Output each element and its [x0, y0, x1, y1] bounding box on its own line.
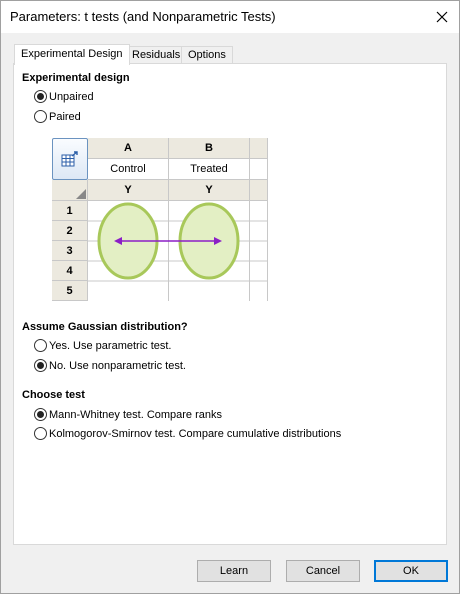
corner-triangle-icon	[53, 181, 87, 200]
radio-selected-dot	[37, 362, 44, 369]
ok-button[interactable]: OK	[374, 560, 448, 582]
radio-circle	[34, 408, 47, 421]
radio-circle	[34, 110, 47, 123]
gaussian-heading: Assume Gaussian distribution?	[22, 321, 188, 333]
radio-label: No. Use nonparametric test.	[49, 359, 186, 372]
radio-kolmogorov-smirnov[interactable]	[34, 427, 341, 440]
radio-label: Kolmogorov-Smirnov test. Compare cumulative distributions	[49, 427, 342, 440]
column-header-extra	[250, 138, 268, 159]
cancel-button[interactable]: Cancel	[286, 560, 360, 582]
radio-circle	[34, 339, 47, 352]
radio-parametric[interactable]	[34, 339, 171, 352]
row-number: 4	[52, 261, 88, 281]
radio-selected-dot	[37, 411, 44, 418]
experimental-design-heading: Experimental design	[22, 72, 130, 84]
design-illustration	[52, 138, 268, 304]
tab-panel	[13, 63, 447, 545]
column-title-control: Control	[88, 159, 169, 180]
radio-circle	[34, 427, 47, 440]
row-number: 5	[52, 281, 88, 301]
radio-unpaired[interactable]	[34, 90, 94, 103]
close-button[interactable]	[425, 1, 459, 33]
radio-paired[interactable]	[34, 110, 81, 123]
table-icon	[61, 151, 79, 167]
window-title: Parameters: t tests (and Nonparametric Tests)	[10, 9, 276, 24]
subcolumn-extra	[250, 180, 268, 201]
column-header-b: B	[169, 138, 250, 159]
column-header-a: A	[88, 138, 169, 159]
subcolumn-y-b: Y	[169, 180, 250, 201]
radio-label: Mann-Whitney test. Compare ranks	[49, 408, 223, 421]
corner-cell	[52, 180, 88, 201]
radio-mann-whitney[interactable]	[34, 408, 222, 421]
subcolumn-y-a: Y	[88, 180, 169, 201]
close-icon	[436, 11, 448, 23]
radio-label: Paired	[49, 110, 81, 123]
tab-residuals[interactable]: Residuals	[125, 46, 187, 65]
grid-lines-overlay	[88, 201, 268, 301]
row-number: 1	[52, 201, 88, 221]
column-title-extra	[250, 159, 268, 180]
row-number: 2	[52, 221, 88, 241]
radio-circle	[34, 359, 47, 372]
choose-test-heading: Choose test	[22, 389, 85, 401]
radio-circle	[34, 90, 47, 103]
title-bar	[1, 1, 459, 33]
data-table-button[interactable]	[52, 138, 88, 180]
column-title-treated: Treated	[169, 159, 250, 180]
radio-selected-dot	[37, 93, 44, 100]
radio-nonparametric[interactable]	[34, 359, 186, 372]
tab-experimental-design[interactable]: Experimental Design	[14, 44, 130, 65]
learn-button[interactable]: Learn	[197, 560, 271, 582]
radio-label: Unpaired	[49, 90, 94, 103]
tab-options[interactable]: Options	[181, 46, 233, 65]
row-number: 3	[52, 241, 88, 261]
radio-label: Yes. Use parametric test.	[49, 339, 172, 352]
